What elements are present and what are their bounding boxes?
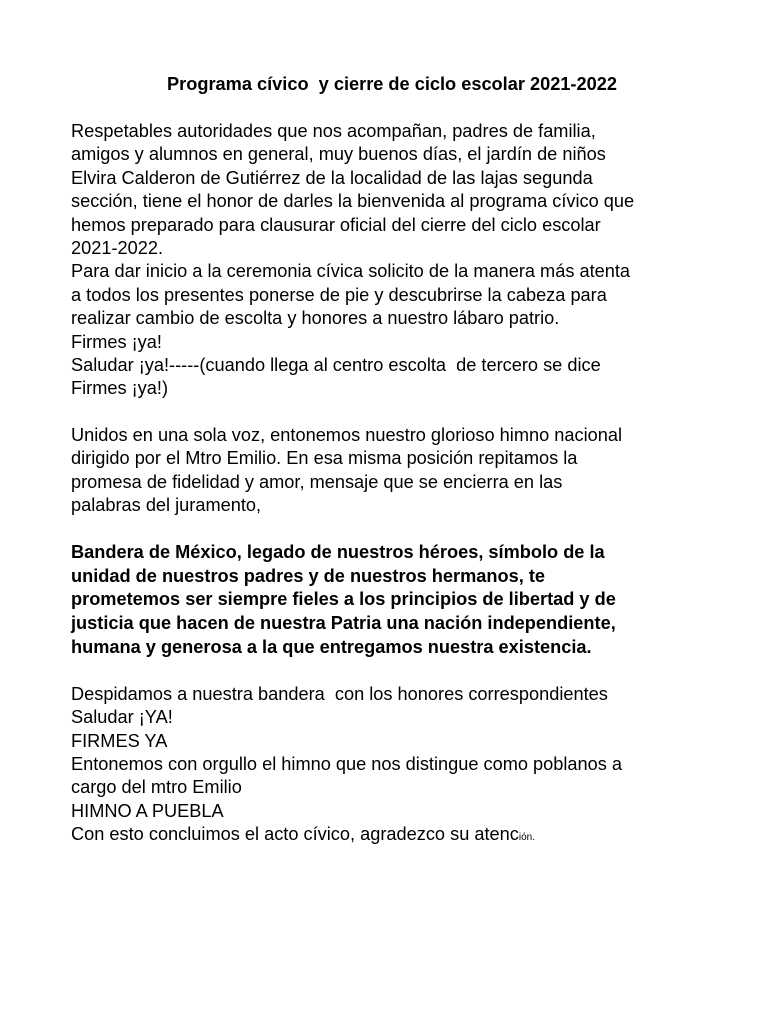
text-line: Despidamos a nuestra bandera con los honores correspondientes — [71, 683, 608, 704]
oath-paragraph — [71, 541, 751, 659]
text-line: Elvira Calderon de Gutiérrez de la localidad de las lajas segunda — [71, 167, 593, 188]
text-line: sección, tiene el honor de darles la bienvenida al programa cívico que — [71, 191, 635, 212]
text-line: Respetables autoridades que nos acompañan, padres de familia, — [71, 121, 596, 141]
oath-line: unidad de nuestros padres y de nuestros hermanos, te — [71, 565, 546, 586]
oath-line: justicia que hacen de nuestra Patria una nación independiente, — [71, 613, 616, 634]
closing-text: Con esto concluimos el acto cívico, agradezco su atenc — [71, 824, 519, 845]
text-line: palabras del juramento, — [71, 495, 262, 516]
oath-line: Bandera de México, legado de nuestros héroes, símbolo de la — [71, 542, 605, 563]
farewell-paragraph — [71, 683, 751, 847]
text-line: amigos y alumnos en general, muy buenos días, el jardín de niños — [71, 144, 606, 165]
text-line: hemos preparado para clausurar oficial del cierre del ciclo escolar — [71, 214, 601, 235]
text-line: cargo del mtro Emilio — [71, 777, 242, 798]
text-line: Entonemos con orgullo el himno que nos distingue como poblanos a — [71, 754, 623, 775]
closing-small-text: ión. — [518, 832, 535, 844]
text-line: FIRMES YA — [71, 730, 168, 751]
anthem-paragraph — [71, 424, 751, 518]
text-line: HIMNO A PUEBLA — [71, 800, 224, 821]
paragraph-spacer — [71, 401, 751, 424]
document-title: Programa cívico y cierre de ciclo escolar 2021-2022 — [167, 74, 617, 94]
text-line: Para dar inicio a la ceremonia cívica solicito de la manera más atenta — [71, 261, 631, 282]
text-line: Saludar ¡ya!-----(cuando llega al centro escolta de tercero se dice — [71, 354, 601, 375]
oath-line: humana y generosa a la que entregamos nuestra existencia. — [71, 636, 592, 657]
text-line: promesa de fidelidad y amor, mensaje que se encierra en las — [71, 471, 563, 492]
text-line: Firmes ¡ya! — [71, 331, 162, 352]
text-line: Saludar ¡YA! — [71, 707, 173, 728]
text-line: 2021-2022. — [71, 237, 164, 258]
closing-line — [71, 823, 751, 846]
text-line: realizar cambio de escolta y honores a nuestro lábaro patrio. — [71, 308, 560, 329]
paragraph-spacer — [71, 518, 751, 541]
text-line: Unidos en una sola voz, entonemos nuestro glorioso himno nacional — [71, 425, 623, 446]
text-line: Firmes ¡ya!) — [71, 378, 168, 399]
text-line: dirigido por el Mtro Emilio. En esa misma posición repitamos la — [71, 448, 578, 469]
paragraph-spacer — [71, 659, 751, 682]
text-line: a todos los presentes ponerse de pie y descubrirse la cabeza para — [71, 284, 607, 305]
document-body — [71, 120, 751, 847]
oath-line: prometemos ser siempre fieles a los principios de libertad y de — [71, 589, 616, 610]
welcome-paragraph — [71, 120, 751, 401]
